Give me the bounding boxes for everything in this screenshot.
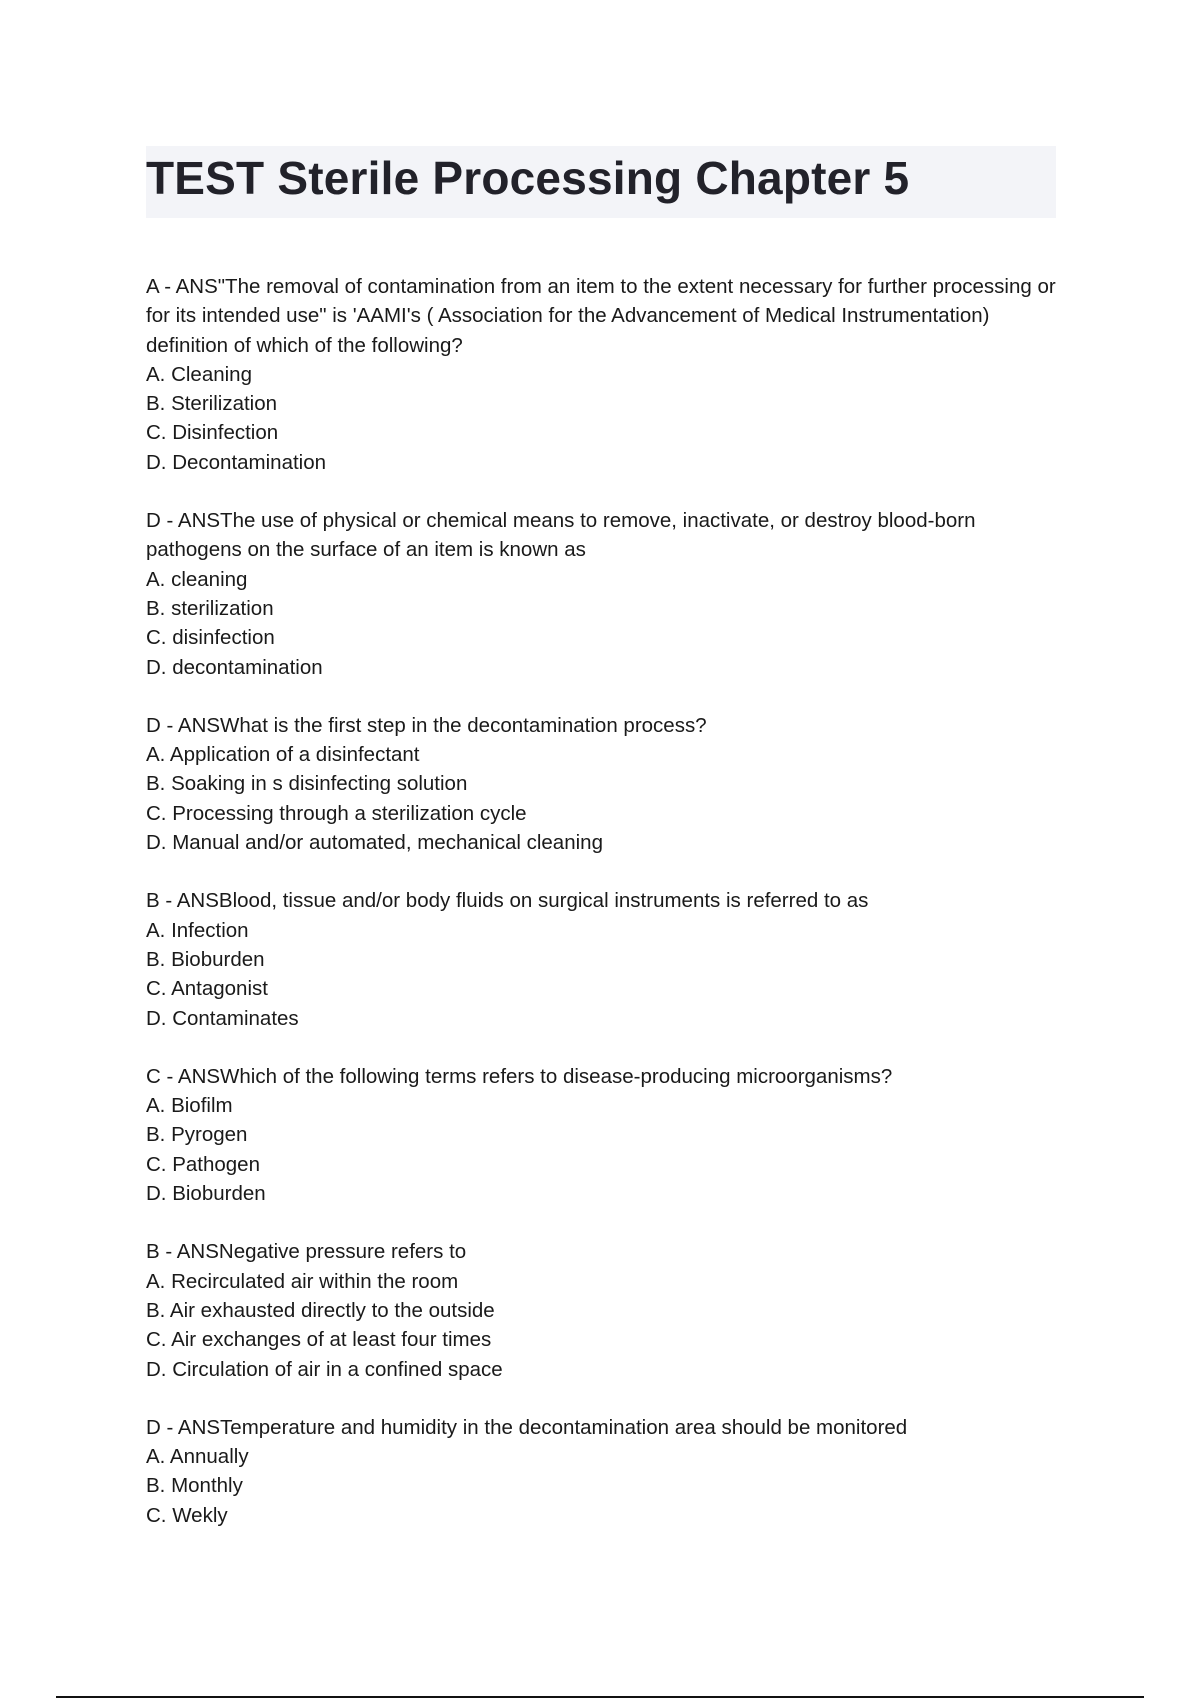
question-text: D - ANSTemperature and humidity in the decontamination area should be monitored: [146, 1415, 908, 1439]
answer-option: C. Pathogen: [146, 1152, 260, 1176]
question-block: [146, 272, 1066, 477]
answer-option: A. Application of a disinfectant: [146, 743, 420, 767]
answer-option: A. Annually: [146, 1445, 249, 1469]
answer-option: A. Infection: [146, 918, 249, 942]
answer-option: A. Recirculated air within the room: [146, 1269, 459, 1293]
answer-option: D. decontamination: [146, 655, 323, 679]
question-block: [146, 711, 1066, 857]
question-block: [146, 1413, 1066, 1530]
answer-option: A. Cleaning: [146, 362, 252, 386]
page-title: TEST Sterile Processing Chapter 5: [146, 152, 910, 204]
question-text: D - ANSThe use of physical or chemical means to remove, inactivate, or destroy blood-born pathogens on the surface of an item is known as: [146, 509, 976, 562]
answer-option: D. Circulation of air in a confined space: [146, 1357, 503, 1381]
answer-option: A. cleaning: [146, 567, 248, 591]
answer-option: C. Wekly: [146, 1503, 228, 1527]
question-block: [146, 1062, 1066, 1208]
question-block: [146, 506, 1066, 682]
answer-option: C. Antagonist: [146, 977, 268, 1001]
answer-option: B. Bioburden: [146, 947, 265, 971]
answer-option: D. Manual and/or automated, mechanical cleaning: [146, 831, 603, 855]
answer-option: D. Bioburden: [146, 1182, 266, 1206]
answer-option: C. Air exchanges of at least four times: [146, 1328, 492, 1352]
question-text: A - ANS"The removal of contamination from an item to the extent necessary for further processing or for its intended use" is 'AAMI's ( Association for the Advancement of Medical Instrumentation) definition of which of the following?: [146, 275, 1056, 357]
answer-option: D. Contaminates: [146, 1006, 299, 1030]
answer-option: A. Biofilm: [146, 1094, 233, 1118]
answer-option: D. Decontamination: [146, 450, 327, 474]
answer-option: C. Disinfection: [146, 421, 279, 445]
question-text: C - ANSWhich of the following terms refers to disease-producing microorganisms?: [146, 1064, 893, 1088]
question-block: [146, 886, 1066, 1032]
question-list: [146, 272, 1066, 1559]
answer-option: B. Monthly: [146, 1474, 243, 1498]
question-text: D - ANSWhat is the first step in the decontamination process?: [146, 713, 707, 737]
answer-option: B. sterilization: [146, 596, 274, 620]
answer-option: B. Sterilization: [146, 392, 278, 416]
question-text: B - ANSBlood, tissue and/or body fluids on surgical instruments is referred to as: [146, 889, 869, 913]
answer-option: C. Processing through a sterilization cycle: [146, 801, 527, 825]
question-block: [146, 1237, 1066, 1383]
answer-option: B. Soaking in s disinfecting solution: [146, 772, 468, 796]
answer-option: B. Air exhausted directly to the outside: [146, 1298, 495, 1322]
answer-option: B. Pyrogen: [146, 1123, 248, 1147]
answer-option: C. disinfection: [146, 626, 275, 650]
question-text: B - ANSNegative pressure refers to: [146, 1240, 467, 1264]
page-bottom-rule: [56, 1696, 1144, 1698]
